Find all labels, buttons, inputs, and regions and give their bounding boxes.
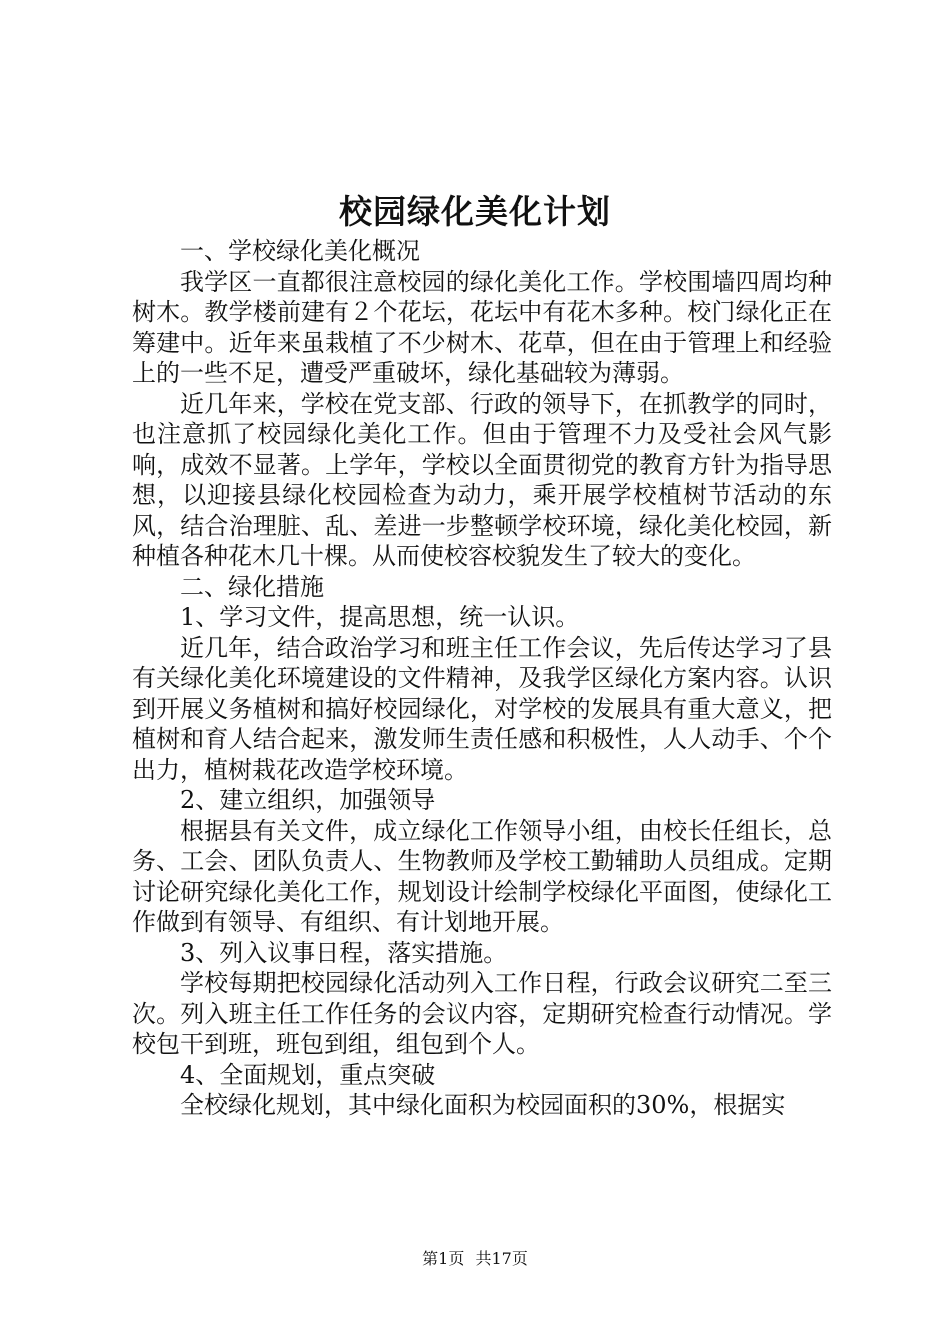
subsection-heading: 2、建立组织，加强领导 — [180, 786, 436, 814]
section-heading: 一、学校绿化美化概况 — [180, 237, 420, 265]
body-paragraph: 根据县有关文件，成立绿化工作领导小组，由校长任组长，总务、工会、团队负责人、生物教师及学校工勤辅助人员组成。定期讨论研究绿化美化工作，规划设计绘制学校绿化平面图，使绿化工作做到有领导、有组织、有计划地开展。 — [132, 816, 832, 936]
body-paragraph: 近几年，结合政治学习和班主任工作会议，先后传达学习了县有关绿化美化环境建设的文件精神，及我学区绿化方案内容。认识到开展义务植树和搞好校园绿化，对学校的发展具有重大意义，把植树和育人结合起来，激发师生责任感和积极性，人人动手、个个出力，植树栽花改造学校环境。 — [132, 633, 832, 784]
subsection-heading: 3、列入议事日程，落实措施。 — [180, 938, 508, 967]
body-paragraph: 全校绿化规划，其中绿化面积为校园面积的30%，根据实 — [180, 1091, 786, 1119]
section-heading: 二、绿化措施 — [180, 572, 324, 601]
subsection-heading: 1、学习文件，提高思想，统一认识。 — [180, 603, 580, 631]
body-paragraph: 我学区一直都很注意校园的绿化美化工作。学校围墙四周均种树木。教学楼前建有２个花坛，花坛中有花木多种。校门绿化正在筹建中。近年来虽栽植了不少树木、花草，但在由于管理上和经验上的一些不足，遭受严重破坏，绿化基础较为薄弱。 — [132, 267, 832, 387]
body-paragraph: 近几年来，学校在党支部、行政的领导下，在抓教学的同时，也注意抓了校园绿化美化工作。但由于管理不力及受社会风气影响，成效不显著。上学年，学校以全面贯彻党的教育方针为指导思想，以迎接县绿化校园检查为动力，乘开展学校植树节活动的东风，结合治理脏、乱、差进一步整顿学校环境，绿化美化校园，新种植各种花木几十棵。从而使校容校貌发生了较大的变化。 — [132, 389, 832, 570]
page-total: 共17页 — [475, 1249, 528, 1268]
document-title: 校园绿化美化计划 — [339, 192, 611, 231]
body-paragraph: 学校每期把校园绿化活动列入工作日程，行政会议研究二至三次。列入班主任工作任务的会议内容，定期研究检查行动情况。学校包干到班，班包到组，组包到个人。 — [132, 969, 832, 1058]
page-footer — [0, 1246, 950, 1269]
page-number: 第1页 — [422, 1249, 465, 1268]
subsection-heading: 4、全面规划，重点突破 — [180, 1060, 436, 1089]
document-body — [132, 236, 832, 1121]
